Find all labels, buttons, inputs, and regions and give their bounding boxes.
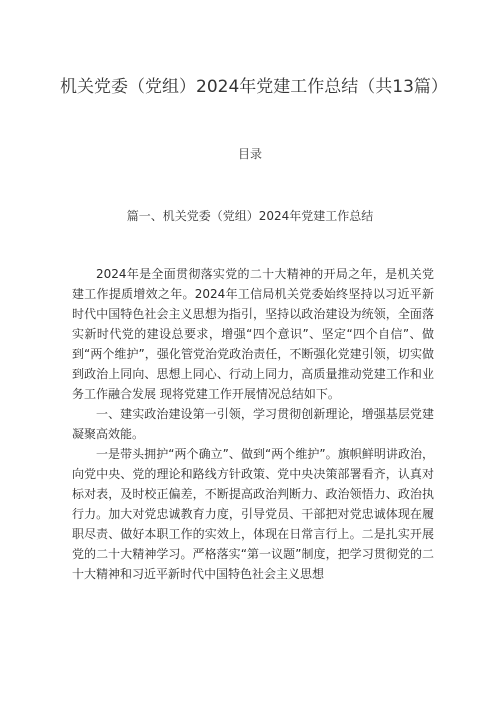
body-paragraph: 一是带头拥护“两个确立”、做到“两个维护”。旗帜鲜明讲政治，向党中央、党的理论和路线方针政策、党中央决策部署看齐，认真对标对表，及时校正偏差，不断提高政治判断力、政治领悟力、政治执行力。加大对党忠诚教育力度，引导党员、干部把对党忠诚体现在履职尽责、做好本职工作的实效上，体现在日常言行上。二是扎实开展党的二十大精神学习。严格落实“第一议题”制度，把学习贯彻党的二十大精神和习近平新时代中国特色社会主义思想 <box>72 447 434 581</box>
toc-heading: 目录 <box>237 147 262 161</box>
body-paragraph: 2024年是全面贯彻落实党的二十大精神的开局之年，是机关党建工作提质增效之年。2024年工信局机关党委始终坚持以习近平新时代中国特色社会主义思想为指引，坚持以政治建设为统领，全面落实新时代党的建设总要求，增强“四个意识”、坚定“四个自信”、做到“两个维护”，强化管党治党政治责任，不断强化党建引领，切实做到政治上同向、思想上同心、行动上同力，高质量推动党建工作和业务工作融合发展 现将党建工作开展情况总结如下。 <box>72 267 434 401</box>
document-title: 机关党委（党组）2024年党建工作总结（共13篇） <box>60 77 448 97</box>
toc-item[interactable]: 篇一、机关党委（党组）2024年党建工作总结 <box>126 209 374 223</box>
document-body <box>72 264 434 584</box>
section-heading-paragraph: 一、建实政治建设第一引领，学习贯彻创新理论，增强基层党建凝聚高效能。 <box>72 407 434 441</box>
